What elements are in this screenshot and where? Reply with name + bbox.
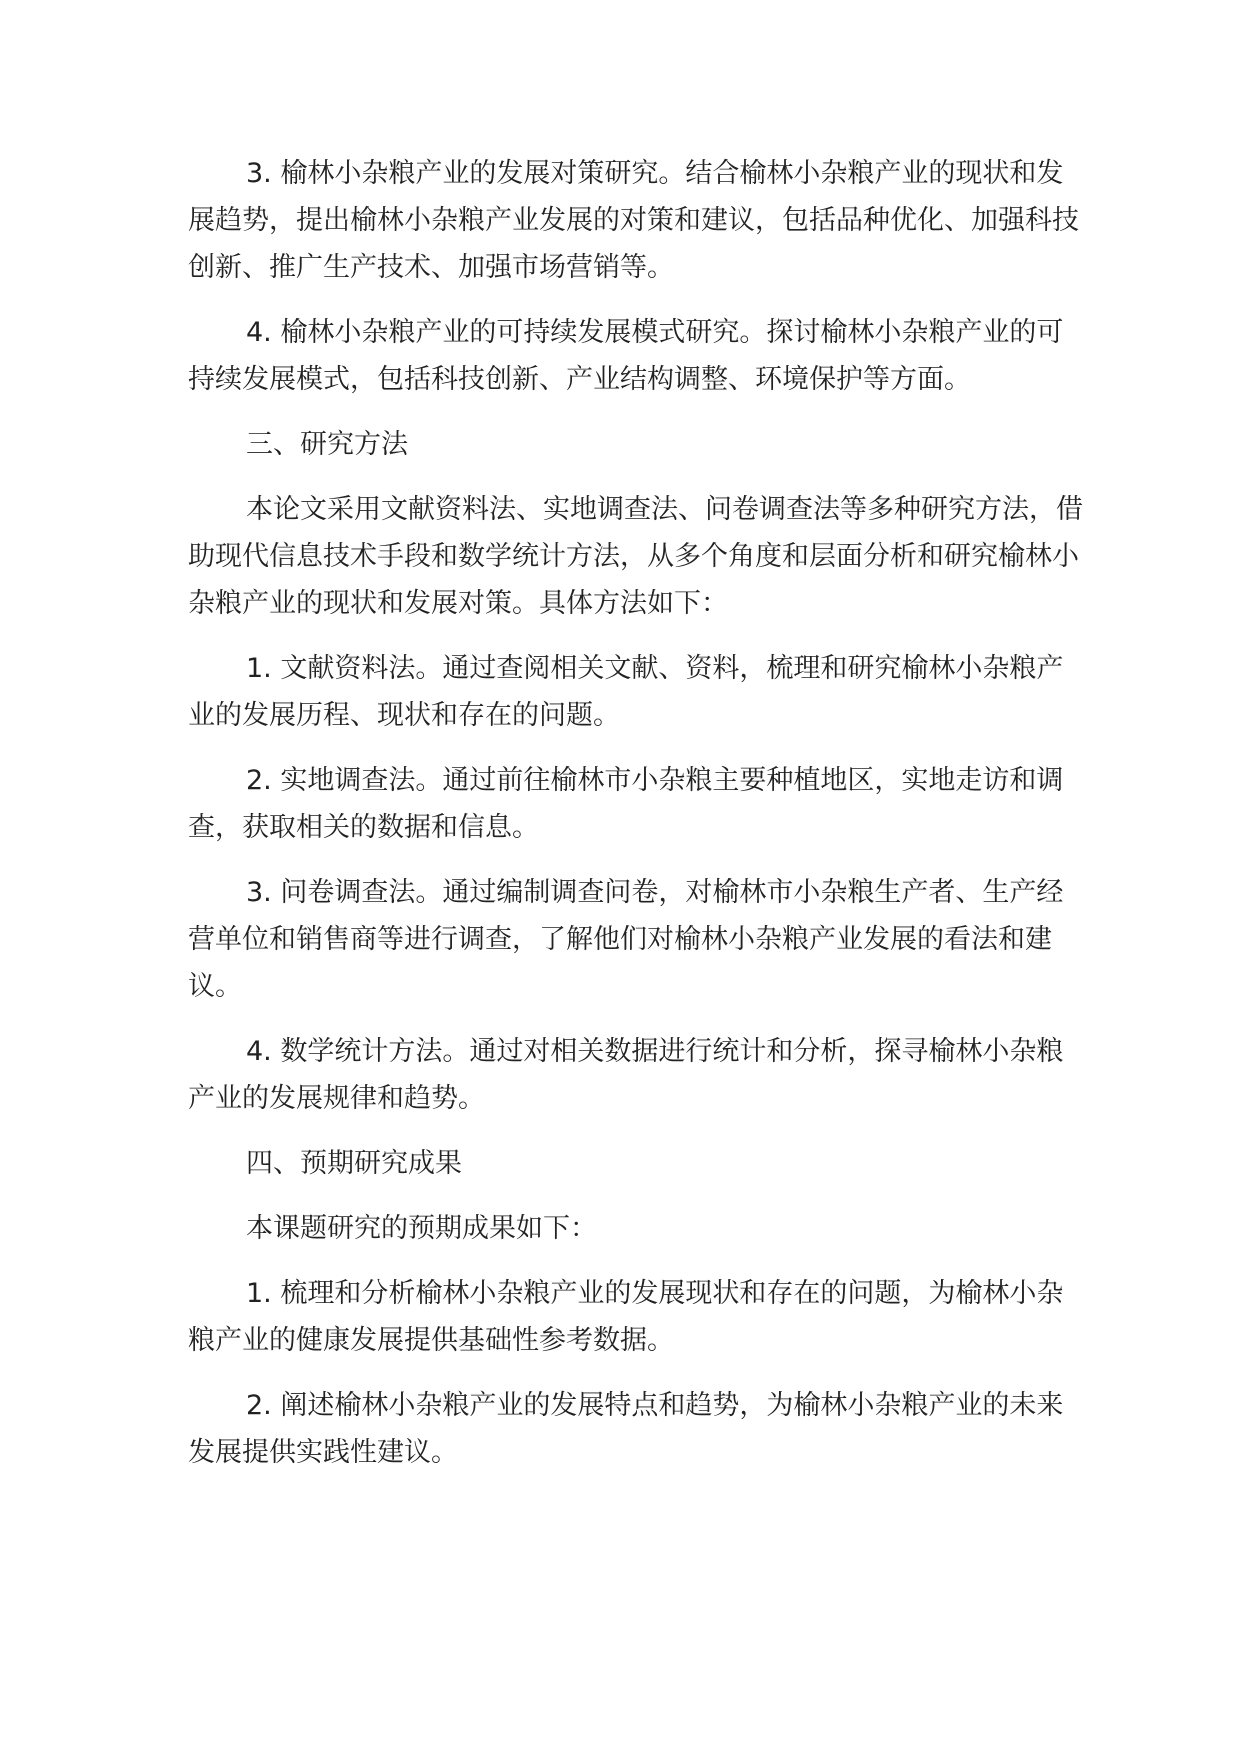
paragraph-strategy-research: 3. 榆林小杂粮产业的发展对策研究。结合榆林小杂粮产业的现状和发展趋势，提出榆林小杂粮产业发展的对策和建议，包括品种优化、加强科技创新、推广生产技术、加强市场营销等。 — [188, 158, 1079, 283]
section-heading-expected-results: 四、预期研究成果 — [246, 1148, 462, 1179]
document-body — [188, 150, 1088, 1494]
paragraph-method-questionnaire: 3. 问卷调查法。通过编制调查问卷，对榆林市小杂粮生产者、生产经营单位和销售商等进行调查，了解他们对榆林小杂粮产业发展的看法和建议。 — [188, 877, 1064, 1002]
paragraph-results-intro: 本课题研究的预期成果如下： — [246, 1213, 597, 1244]
paragraph-method-statistics: 4. 数学统计方法。通过对相关数据进行统计和分析，探寻榆林小杂粮产业的发展规律和趋势。 — [188, 1036, 1064, 1114]
paragraph-result-1: 1. 梳理和分析榆林小杂粮产业的发展现状和存在的问题，为榆林小杂粮产业的健康发展提供基础性参考数据。 — [188, 1278, 1064, 1356]
section-heading-methods: 三、研究方法 — [246, 429, 408, 460]
paragraph-methods-intro: 本论文采用文献资料法、实地调查法、问卷调查法等多种研究方法，借助现代信息技术手段和数学统计方法，从多个角度和层面分析和研究榆林小杂粮产业的现状和发展对策。具体方法如下： — [188, 494, 1083, 619]
paragraph-method-field-survey: 2. 实地调查法。通过前往榆林市小杂粮主要种植地区，实地走访和调查，获取相关的数据和信息。 — [188, 765, 1064, 843]
paragraph-sustainable-model: 4. 榆林小杂粮产业的可持续发展模式研究。探讨榆林小杂粮产业的可持续发展模式，包括科技创新、产业结构调整、环境保护等方面。 — [188, 317, 1064, 395]
paragraph-method-literature: 1. 文献资料法。通过查阅相关文献、资料，梳理和研究榆林小杂粮产业的发展历程、现状和存在的问题。 — [188, 653, 1064, 731]
paragraph-result-2: 2. 阐述榆林小杂粮产业的发展特点和趋势，为榆林小杂粮产业的未来发展提供实践性建议。 — [188, 1390, 1064, 1468]
